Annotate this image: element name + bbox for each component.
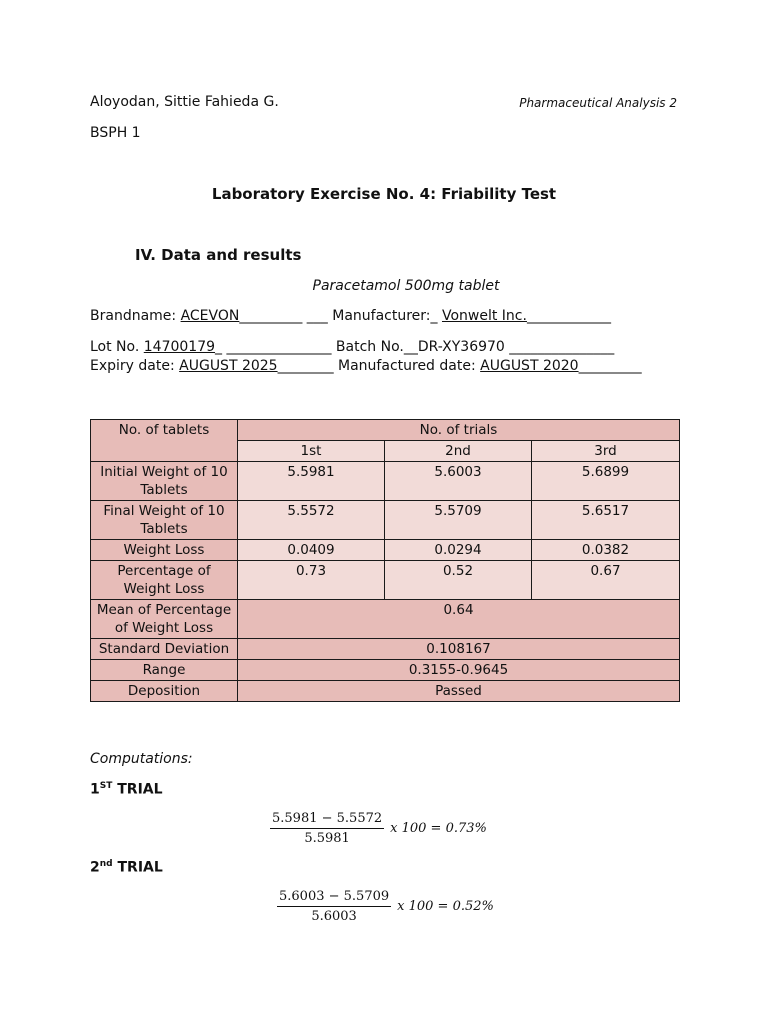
manufacturer-blank: ____________ xyxy=(526,308,611,324)
summary-value: 0.108167 xyxy=(238,639,680,660)
trial2-number: 2 xyxy=(90,859,100,876)
trial-header: 3rd xyxy=(532,441,680,462)
brandname-blank: _________ ___ xyxy=(239,308,328,324)
trial2-numerator: 5.6003 − 5.5709 xyxy=(277,889,391,907)
summary-label: Standard Deviation xyxy=(91,639,238,660)
summary-row xyxy=(91,660,680,681)
trial1-denominator: 5.5981 xyxy=(304,831,350,846)
table-row xyxy=(91,561,680,600)
trial1-result: x 100 = 0.73% xyxy=(390,821,487,836)
table-header-row xyxy=(91,420,680,441)
row-value: 0.0294 xyxy=(385,540,532,561)
trial2-sup: nd xyxy=(99,859,113,869)
summary-row xyxy=(91,639,680,660)
row-label: Weight Loss xyxy=(91,540,238,561)
lot-label: Lot No. xyxy=(90,339,144,355)
trial2-heading xyxy=(90,859,163,876)
trial1-number: 1 xyxy=(90,781,100,798)
expiry-value: AUGUST 2025 xyxy=(179,358,278,374)
row-value: 5.6899 xyxy=(532,462,680,501)
summary-value: 0.64 xyxy=(238,600,680,639)
batch-label: Batch No.__DR-XY36970 xyxy=(331,339,510,355)
summary-value: 0.3155-0.9645 xyxy=(238,660,680,681)
summary-row xyxy=(91,600,680,639)
summary-label: Range xyxy=(91,660,238,681)
table-row xyxy=(91,540,680,561)
row-value: 0.73 xyxy=(238,561,385,600)
trial2-formula xyxy=(277,889,494,924)
product-name: Paracetamol 500mg tablet xyxy=(312,278,500,294)
brandname-label: Brandname: xyxy=(90,308,181,324)
expiry-blank: ________ xyxy=(277,358,334,374)
trial-header: 2nd xyxy=(385,441,532,462)
student-name: Aloyodan, Sittie Fahieda G. xyxy=(90,94,279,110)
lot-blank: _ _______________ xyxy=(215,339,332,355)
row-value: 5.5709 xyxy=(385,501,532,540)
manufactured-value: AUGUST 2020 xyxy=(480,358,579,374)
section-label: BSPH 1 xyxy=(90,125,141,141)
summary-label: Mean of Percentage of Weight Loss xyxy=(91,600,238,639)
trial2-rest: TRIAL xyxy=(112,859,163,876)
row-label: Initial Weight of 10 Tablets xyxy=(91,462,238,501)
trial1-numerator: 5.5981 − 5.5572 xyxy=(270,811,384,829)
manufactured-label: Manufactured date: xyxy=(333,358,481,374)
manufacturer-value: Vonwelt Inc. xyxy=(441,308,527,324)
brand-line xyxy=(90,308,611,324)
brandname-value: ACEVON xyxy=(180,308,240,324)
computations-heading: Computations: xyxy=(90,751,193,767)
trial2-denominator: 5.6003 xyxy=(311,909,357,924)
summary-row xyxy=(91,681,680,702)
lot-value: 14700179 xyxy=(143,339,216,355)
trial1-rest: TRIAL xyxy=(112,781,163,798)
row-value: 5.6003 xyxy=(385,462,532,501)
manufacturer-label: Manufacturer:_ xyxy=(327,308,442,324)
batch-blank: _______________ xyxy=(509,339,615,355)
row-label: Final Weight of 10 Tablets xyxy=(91,501,238,540)
table-row xyxy=(91,462,680,501)
results-table xyxy=(90,419,680,702)
row-value: 5.5572 xyxy=(238,501,385,540)
trial2-result: x 100 = 0.52% xyxy=(397,899,494,914)
page-title: Laboratory Exercise No. 4: Friability Test xyxy=(211,185,557,203)
row-value: 0.52 xyxy=(385,561,532,600)
trial1-sup: ST xyxy=(99,781,113,791)
row-value: 5.5981 xyxy=(238,462,385,501)
row-value: 0.67 xyxy=(532,561,680,600)
header-trials: No. of trials xyxy=(238,420,680,441)
row-label: Percentage of Weight Loss xyxy=(91,561,238,600)
summary-value: Passed xyxy=(238,681,680,702)
row-value: 0.0382 xyxy=(532,540,680,561)
expiry-line xyxy=(90,358,642,374)
course-label: Pharmaceutical Analysis 2 xyxy=(519,96,677,110)
trial-header: 1st xyxy=(238,441,385,462)
row-value: 0.0409 xyxy=(238,540,385,561)
summary-label: Deposition xyxy=(91,681,238,702)
manufactured-blank: _________ xyxy=(578,358,642,374)
trial1-heading xyxy=(90,781,163,798)
table-row xyxy=(91,501,680,540)
lot-line xyxy=(90,339,614,355)
trial1-formula xyxy=(270,811,487,846)
section-heading: IV. Data and results xyxy=(135,246,302,264)
expiry-label: Expiry date: xyxy=(90,358,180,374)
row-value: 5.6517 xyxy=(532,501,680,540)
header-tablets: No. of tablets xyxy=(91,420,238,462)
